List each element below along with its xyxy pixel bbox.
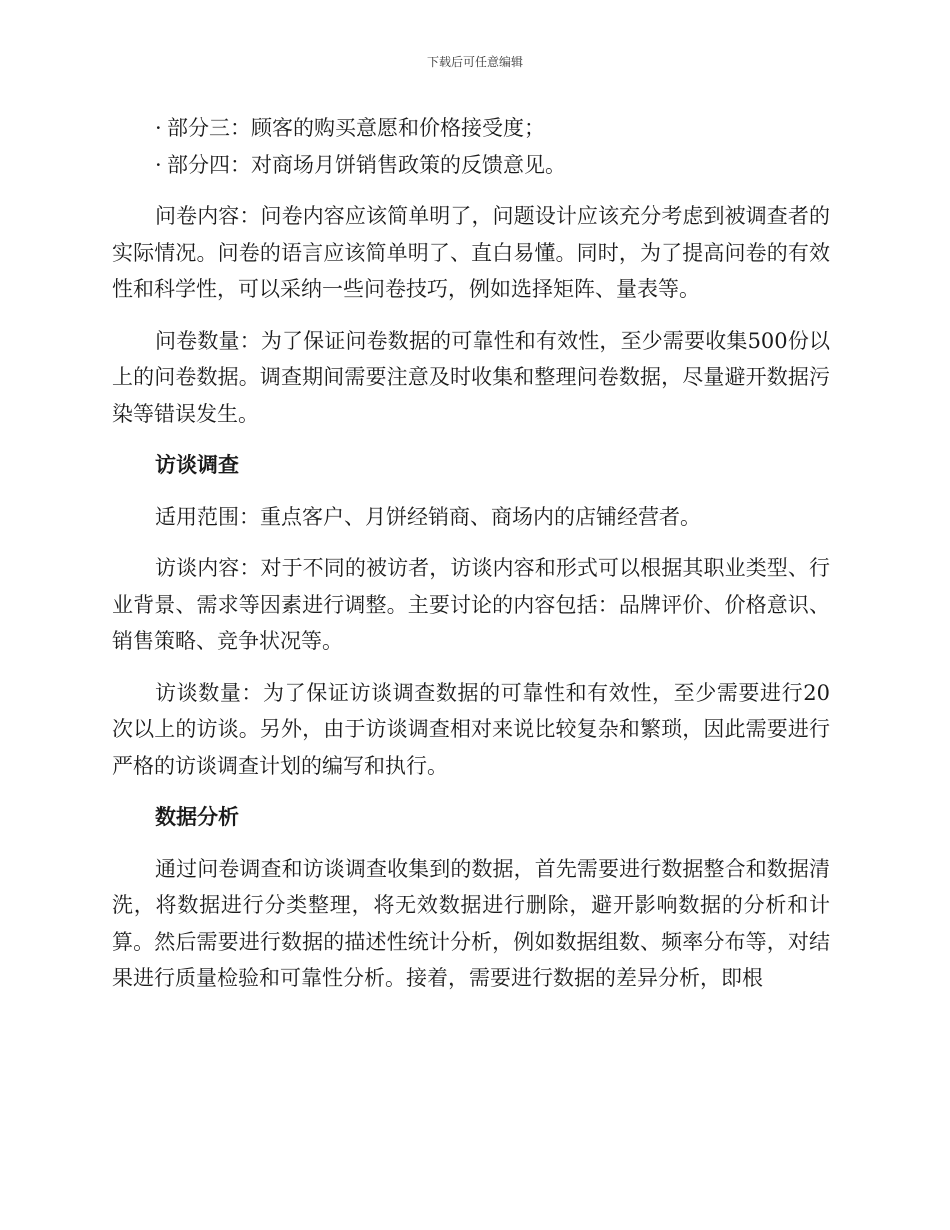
bullet-mark: · bbox=[155, 116, 162, 140]
document-body bbox=[112, 110, 830, 997]
bullet-item-part-three bbox=[112, 110, 830, 147]
bullet-text: 部分四：对商场月饼销售政策的反馈意见。 bbox=[167, 152, 566, 177]
analysis-body-paragraph: 通过问卷调查和访谈调查收集到的数据，首先需要进行数据整合和数据清洗，将数据进行分类整理，将无效数据进行删除，避开影响数据的分析和计算。然后需要进行数据的描述性统计分析，例如数据组数、频率分布等，对结果进行质量检验和可靠性分析。接着，需要进行数据的差异分析，即根 bbox=[112, 856, 830, 990]
bullet-text: 部分三：顾客的购买意愿和价格接受度； bbox=[167, 116, 545, 140]
bullet-mark: · bbox=[155, 152, 162, 177]
bullet-item-part-four bbox=[112, 147, 830, 184]
questionnaire-content-paragraph: 问卷内容：问卷内容应该简单明了，问题设计应该充分考虑到被调查者的实际情况。问卷的语言应该简单明了、直白易懂。同时，为了提高问卷的有效性和科学性，可以采纳一些问卷技巧，例如选择矩阵、量表等。 bbox=[112, 204, 830, 301]
interview-content-paragraph: 访谈内容：对于不同的被访者，访谈内容和形式可以根据其职业类型、行业背景、需求等因素进行调整。主要讨论的内容包括：品牌评价、价格意识、销售策略、竞争状况等。 bbox=[112, 556, 830, 653]
section-heading-analysis: 数据分析 bbox=[155, 805, 239, 829]
page-header: 下载后可任意编辑 bbox=[426, 55, 523, 69]
interview-scope-paragraph: 适用范围：重点客户、月饼经销商、商场内的店铺经营者。 bbox=[155, 504, 701, 529]
interview-quantity-paragraph: 访谈数量：为了保证访谈调查数据的可靠性和有效性，至少需要进行20次以上的访谈。另外，由于访谈调查相对来说比较复杂和繁琐，因此需要进行严格的访谈调查计划的编写和执行。 bbox=[112, 680, 830, 778]
section-heading-interview: 访谈调查 bbox=[155, 453, 239, 477]
questionnaire-quantity-paragraph: 问卷数量：为了保证问卷数据的可靠性和有效性，至少需要收集500份以上的问卷数据。调查期间需要注意及时收集和整理问卷数据，尽量避开数据污染等错误发生。 bbox=[112, 328, 830, 426]
